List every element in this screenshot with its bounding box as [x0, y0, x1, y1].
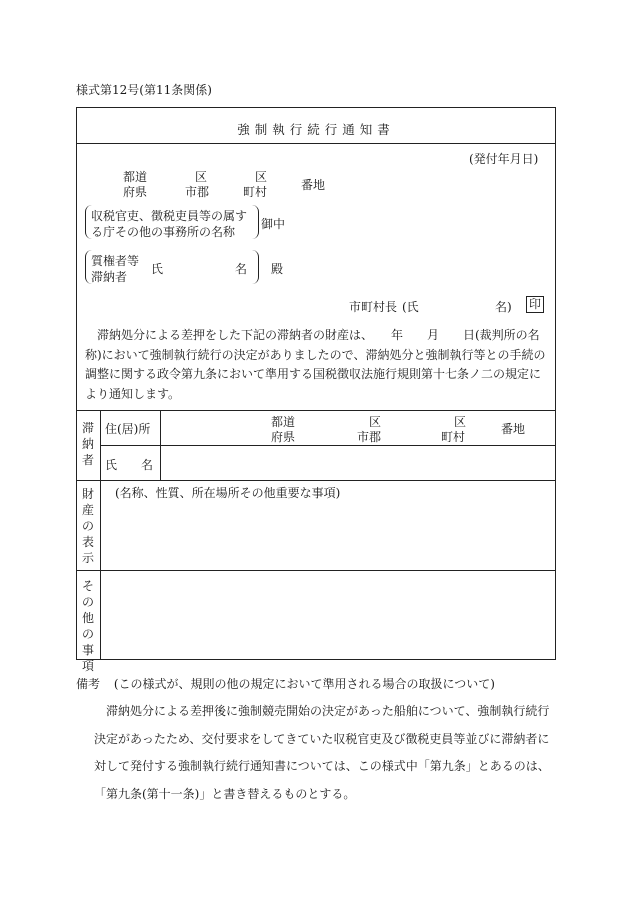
- address-ku: 区: [195, 170, 208, 184]
- remarks-heading: [76, 675, 495, 692]
- divider: [77, 143, 555, 144]
- address-choson: 町村: [243, 185, 268, 199]
- office-name-line2: る庁その他の事務所の名称: [91, 225, 236, 239]
- delinquent-banchi: 番地: [501, 422, 526, 436]
- delinquent-todofuken-2: 府県: [271, 430, 296, 444]
- remarks-text: 滞納処分による差押後に強制競売開始の決定があった船舶について、強制執行続行決定があったため、交付要求をしてきていた収税官吏及び徴税吏員等並びに滞納者に対して発付する強制執行続行通知書については、この様式中「第九条」とあるのは、「第九条(第十一条)」と書き替えるものとする。: [94, 704, 550, 801]
- remarks-title-note: (この様式が、規則の他の規定において準用される場合の取扱について): [113, 677, 495, 691]
- person-shi: 氏: [151, 262, 164, 276]
- person-mei: 名: [235, 262, 248, 276]
- address-shigun: 市郡: [185, 185, 210, 199]
- address-todofuken: 都道: [123, 170, 148, 184]
- address-ku-2: 区: [255, 170, 268, 184]
- seal-box: 印: [526, 296, 544, 313]
- issue-date: (発付年月日): [469, 152, 539, 166]
- property-label: 財産の表示: [81, 487, 94, 565]
- office-name-line1: 収税官吏、徴税吏員等の属す: [91, 209, 248, 223]
- address-todofuken-2: 府県: [123, 185, 148, 199]
- delinquent-shigun: 市郡: [357, 430, 382, 444]
- issuer-title: 市町村長: [349, 300, 398, 314]
- delinquent-ku-2: 区: [454, 415, 467, 429]
- issuer-name-open: (氏: [402, 300, 419, 314]
- form-table: [76, 107, 556, 673]
- delinquent-label: 滞納者: [81, 421, 94, 467]
- remarks-title: 備考: [76, 677, 101, 691]
- name-label: 氏 名: [105, 458, 154, 472]
- office-suffix: 御中: [261, 217, 286, 231]
- divider: [77, 480, 555, 481]
- delinquent-ku: 区: [369, 415, 382, 429]
- person-label-2: 滞納者: [91, 270, 128, 284]
- address-banchi: 番地: [301, 178, 326, 192]
- delinquent-todofuken: 都道: [271, 415, 296, 429]
- person-suffix: 殿: [271, 262, 284, 276]
- other-label: その他の事項: [81, 579, 94, 673]
- divider: [77, 570, 555, 571]
- delinquent-choson: 町村: [441, 430, 466, 444]
- seal-mark: [526, 296, 544, 313]
- issuer-name-close: 名): [495, 300, 512, 314]
- row-divider: [100, 445, 555, 446]
- form-title: 強制執行続行通知書: [237, 122, 395, 137]
- notice-body: 滞納処分による差押をした下記の滞納者の財産は、 年 月 日(裁判所の名称)において強制執行続行の決定がありましたので、滞納処分と強制執行等との手続の調整に関する政令第九条において準用する国税徴収法施行規則第十七条ノ二の規定により通知します。: [85, 328, 546, 401]
- person-label-1: 質権者等: [91, 254, 140, 268]
- divider: [77, 410, 555, 411]
- form-number: 様式第12号(第11条関係): [76, 83, 212, 97]
- property-hint: (名称、性質、所在場所その他重要な事項): [115, 486, 341, 500]
- address-label: 住(居)所: [105, 422, 151, 436]
